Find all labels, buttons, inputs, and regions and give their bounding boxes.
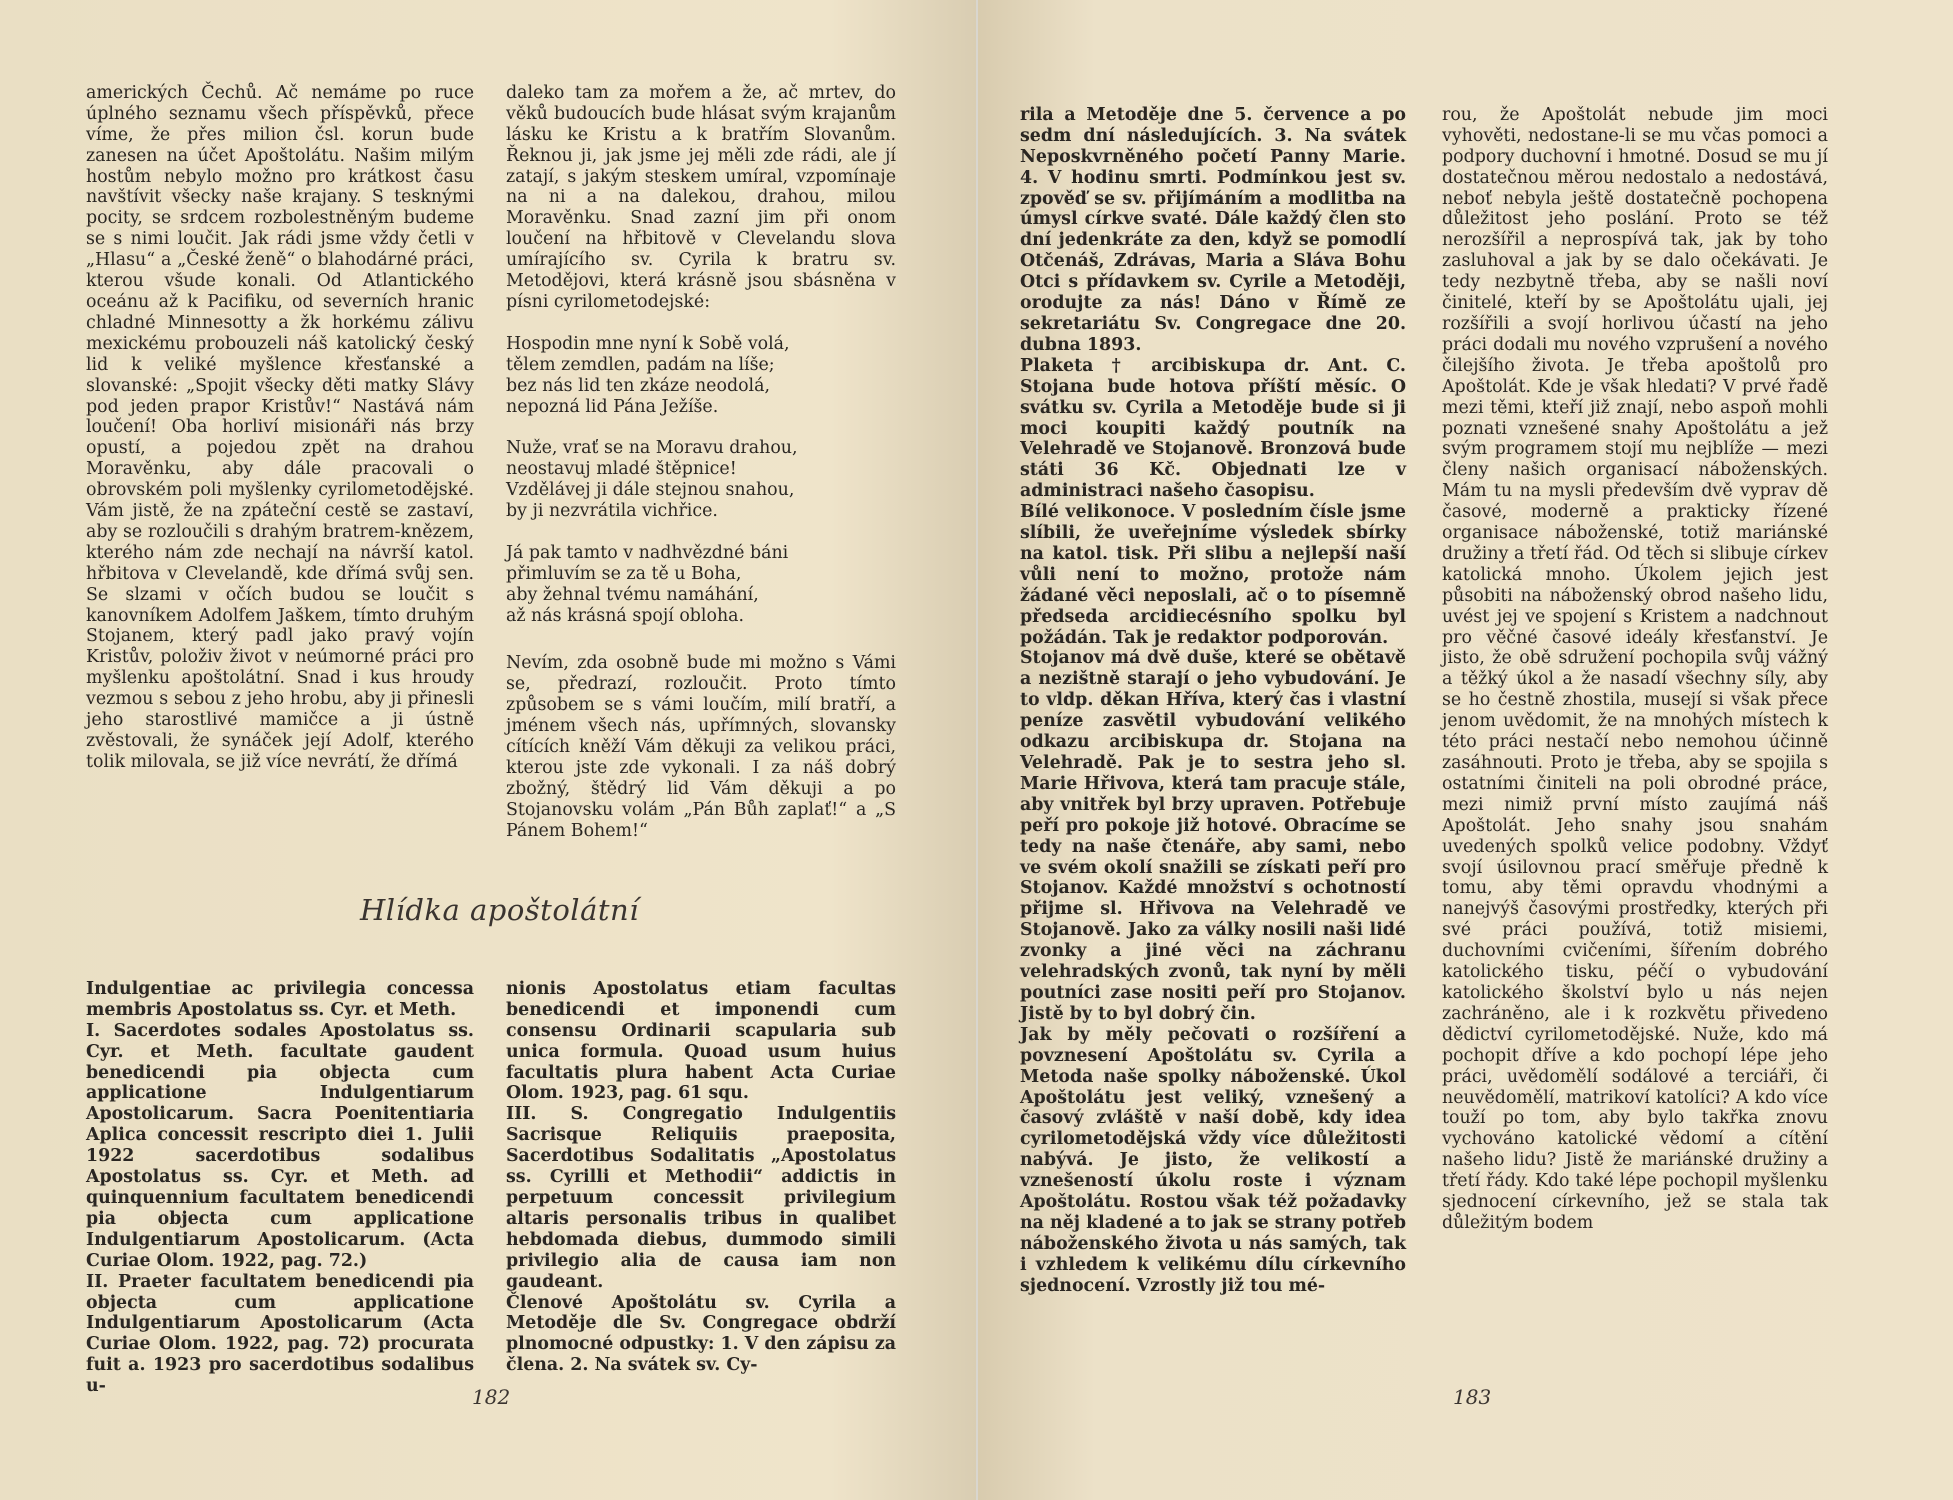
left-column-1-top	[86, 62, 474, 880]
left-column-2-top	[506, 62, 896, 880]
latin-privileges-text: nionis Apostolatus etiam facultas benedicendi et imponendi cum consensu Ordinarii scapularia sub unica formula. Quoad usum huius facultatis plura habent Acta Curiae Olom. 1923, pag. 61 squ. III. S. Congregatio Indulgentiis Sacrisque Reliquiis praeposita, Sacerdotibus Sodalitatis „Apostolatus ss. Cyrilli et Methodii“ addictis in perpetuum concessit privilegium altaris personalis tribus in qualibet hebdomada diebus, dummodo simili privilegio alia de causa iam non gaudeant. Členové Apoštolátu sv. Cyrila a Metoděje dle Sv. Congregace obdrží plnomocné odpustky: 1. V den zápisu za člena. 2. Na svátek sv. Cy-	[506, 978, 896, 1376]
verse-stanza-1: Hospodin mne nyní k Sobě volá, tělem zemdlen, padám na líše; bez nás lid ten zkáze neodolá, nepozná lid Pána Ježíše.	[506, 333, 790, 417]
right-col2-text: rou, že Apoštolát nebude jim moci vyhověti, nedostane-li se mu včas pomoci a podpory duchovní i hmotné. Dosud se mu jí dostatečnou měrou nedostalo a nedostává, neboť nebyla ještě dostatečně pochopena důležitost jeho poslání. Proto se též nerozšířil a neprospívá tak, jak by toho zasluhoval a jak by se dalo očekávati. Je tedy nezbytně třeba, aby se našli noví činitelé, kteří by se Apoštolátu ujali, jej rozšířili a svojí horlivou účastí na jeho práci dodali mu nového vzprušení a nového čilejšího života. Je třeba apoštolů pro Apoštolát. Kde je však hledati? V prvé řadě mezi těmi, kteří již znají, nebo aspoň mohli poznati vznešené snahy Apoštolátu a jež svým programem stojí mu nejblíže — mezi členy našich organisací náboženských. Mám tu na mysli především dvě vyprav dě časové, moderně a prakticky řízené organisace náboženské, totiž mariánské družiny a třetí řád. Od těch si slibuje církev katolická mnoho. Úkolem jejich jest působiti na náboženský obrod našeho lidu, uvést jej ve spojení s Kristem a nadchnout pro věčné časové ideály křesťanství. Je jisto, že obě sdružení pochopila svůj vážný a těžký úkol a že nasadí všechny síly, aby se ho čestně zhostila, musejí si však přece jenom uvědomit, že na mnohých místech k této práci nestačí nebo nemohou účinně zasáhnouti. Proto je třeba, aby se spojila s ostatními činiteli na poli obrodné práce, mezi nimiž první místo zaujímá náš Apoštolát. Jeho snahy jsou snahám uvedených spolků velice podobny. Vždyť svojí úsilovnou prací směřuje předně k tomu, aby těmi opravdu vhodnými a nanejvýš časovými prostředky, kterých při své práci používá, totiž misiemi, duchovními cvičeními, šířením dobrého katolického tisku, péčí o vybudování katolického školství bylo u nás nejen zachráněno, ale i k rozkvětu přivedeno dědictví cyrilometodějské. Nuže, kdo má pochopit dříve a kdo pochopí lépe jeho práci, uvědomělí sodálové a terciáři, či neuvědomělí, matrikoví katolíci? A kdo více touží po tom, aby bylo takřka znovu vychováno katolické vědomí a cítění našeho lidu? Jistě že mariánské družiny a třetí řády. Kdo také lépe pochopil myšlenku sjednocení církevního, jež se stala tak důležitým bodem	[1442, 104, 1828, 1233]
right-page	[978, 0, 1953, 1500]
left-page	[0, 0, 976, 1500]
right-col1-text: rila a Metoděje dne 5. července a po sedm dní následujících. 3. Na svátek Neposkvrněného početí Panny Marie. 4. V hodinu smrti. Podmínkou jest sv. zpověď se sv. přijímáním a modlitba na úmysl církve svaté. Dále každý člen sto dní jedenkráte za den, když se pomodlí Otčenáš, Zdrávas, Maria a Sláva Bohu Otci s přídavkem sv. Cyrile a Metoději, orodujte za nás! Dáno v Římě ze sekretariátu Sv. Congregace dne 20. dubna 1893. Plaketa † arcibiskupa dr. Ant. C. Stojana bude hotova příští měsíc. O svátku sv. Cyrila a Metoděje bude si ji moci koupiti každý poutník na Velehradě ve Stojanově. Bronzová bude státi 36 Kč. Objednati lze v administraci našeho časopisu. Bílé velikonoce. V posledním čísle jsme slíbili, že uveřejníme výsledek sbírky na katol. tisk. Při slibu a nejlepší naší vůli není to možno, protože nám žádané věci neposlali, ač o to písemně předseda arcidiecésního spolku byl požádán. Tak je redaktor podporován. Stojanov má dvě duše, které se obětavě a nezištně starají o jeho vybudování. Je to vldp. děkan Hříva, který čas i vlastní peníze zasvětil vybudování velikého odkazu arcibiskupa dr. Stojana na Velehradě. Pak je to sestra jeho sl. Marie Hřivova, která tam pracuje stále, aby vnitřek byl brzy upraven. Potřebuje peří pro pokoje již hotové. Obracíme se tedy na naše čtenáře, aby sami, nebo ve svém okolí snažili se získati peří pro Stojanov. Každé množství s ochotností přijme sl. Hřivova na Velehradě ve Stojanově. Jako za války nosili naši lidé zvonky a jiné věci na záchranu velehradských zvonů, tak nyní by měli poutníci zase nositi peří pro Stojanov. Jistě by to byl dobrý čin. Jak by měly pečovati o rozšíření a povznesení Apoštolátu sv. Cyrila a Metoda naše spolky náboženské. Úkol Apoštolátu jest veliký, vznešený a časový zvláště v naší době, kdy idea cyrilometodějská vždy více důležitosti nabývá. Je jisto, že velikostí a vznešeností úkolu roste i význam Apoštolátu. Rostou však též požadavky na něj kladené a to jak se strany potřeb náboženského života u nás samých, tak i vzhledem k velikému dílu církevního sjednocení. Vzrostly již tou mé-	[1020, 104, 1406, 1296]
page-number-left: 182	[472, 1385, 511, 1409]
verse-stanza-3: Já pak tamto v nadhvězdné báni přimluvím se za tě u Boha, aby žehnal tvému namáhání, až nás krásná spojí obloha.	[506, 542, 789, 626]
section-heading: Hlídka apoštolátní	[360, 893, 639, 927]
latin-indulgences-text: Indulgentiae ac privilegia concessa membris Apostolatus ss. Cyr. et Meth. I. Sacerdotes sodales Apostolatus ss. Cyr. et Meth. facultate gaudent benedicendi pia objecta cum applicatione Indulgentiarum Apostolicarum. Sacra Poenitentiaria Aplica concessit rescripto diei 1. Julii 1922 sacerdotibus sodalibus Apostolatus ss. Cyr. et Meth. ad quinquennium facultatem benedicendi pia objecta cum applicatione Indulgentiarum Apostolicarum. (Acta Curiae Olom. 1922, pag. 72.) II. Praeter facultatem benedicendi pia objecta cum applicatione Indulgentiarum Apostolicarum (Acta Curiae Olom. 1922, pag. 72) procurata fuit a. 1923 pro sacerdotibus sodalibus u-	[86, 978, 474, 1397]
page-number-right: 183	[1453, 1385, 1492, 1409]
left-column-1-bottom	[86, 958, 474, 1397]
left-column-2-bottom	[506, 958, 896, 1376]
left-col2-prose: daleko tam za mořem a že, ač mrtev, do věků budoucích bude hlásat svým krajanům lásku ke Kristu a k bratřím Slovanům. Řeknou ji, jak jsme jej měli zde rádi, ale jí zatají, s jakým steskem umíral, vzpomínaje na ni a na dalekou, drahou, milou Moravěnku. Snad zazní jim při onom loučení na hřbitově v Clevelandu slova umírajícího sv. Cyrila k bratru sv. Metodějovi, která krásně jsou sbásněna v písni cyrilometodejské:	[506, 82, 896, 312]
left-col2-closing: Nevím, zda osobně bude mi možno s Vámi se, předrazí, rozloučit. Proto tímto způsobem se s vámi loučím, milí bratří, a jménem všech nás, upřímných, slovansky cítících kněží Vám děkuji za velikou práci, kterou jste zde vykonali. I za náš dobrý zbožný, štědrý lid Vám děkuji a po Stojanovsku volám „Pán Bůh zaplať!“ a „S Pánem Bohem!“	[506, 653, 896, 841]
verse-stanza-2: Nuže, vrať se na Moravu drahou, neostavuj mladé štěpnice! Vzdělávej ji dále stejnou snahou, by ji nezvrátila vichřice.	[506, 438, 798, 522]
right-column-2	[1442, 84, 1828, 1354]
left-col1-text: amerických Čechů. Ač nemáme po ruce úplného seznamu všech příspěvků, přece víme, že přes milion čsl. korun bude zanesen na účet Apoštolátu. Našim milým hostům nebylo možno pro krátkost času navštívit všecky naše krajany. S tesknými pocity, se srdcem rozbolestněným budeme se s nimi loučit. Jak rádi jsme vždy četli v „Hlasu“ a „České ženě“ o blahodárné práci, kterou všude konali. Od Atlantického oceánu až k Pacifiku, od severních hranic chladné Minnesotty a žk horkému zálivu mexickému probouzeli náš katolický český lid k veliké myšlence křesťanské a slovanské: „Spojit všecky děti matky Slávy pod jeden prapor Kristův!“ Nastává nám loučení! Oba horliví misionáři nás brzy opustí, a pojedou zpět na drahou Moravěnku, aby dále pracovali o obrovském poli myšlenky cyrilometodějské. Vám jistě, že na zpáteční cestě se zastaví, aby se rozloučili s drahým bratrem-knězem, kterého nám zde nechají na návrší katol. hřbitova v Clevelandě, kde dřímá svůj sen. Se slzami v očích budou se loučit s kanovníkem Adolfem Jaškem, tímto druhým Stojanem, který padl jako pravý vojín Kristův, položiv život v neúmorné práci pro myšlenku apoštolátní. Snad i kus hroudy vezmou s sebou z jeho hrobu, aby ji přinesli jeho starostlivé mamičce a ji ústně zvěstovali, že synáček její Adolf, kterého tolik milovala, se již více nevrátí, že dřímá	[86, 82, 474, 772]
right-column-1	[1020, 84, 1406, 1354]
